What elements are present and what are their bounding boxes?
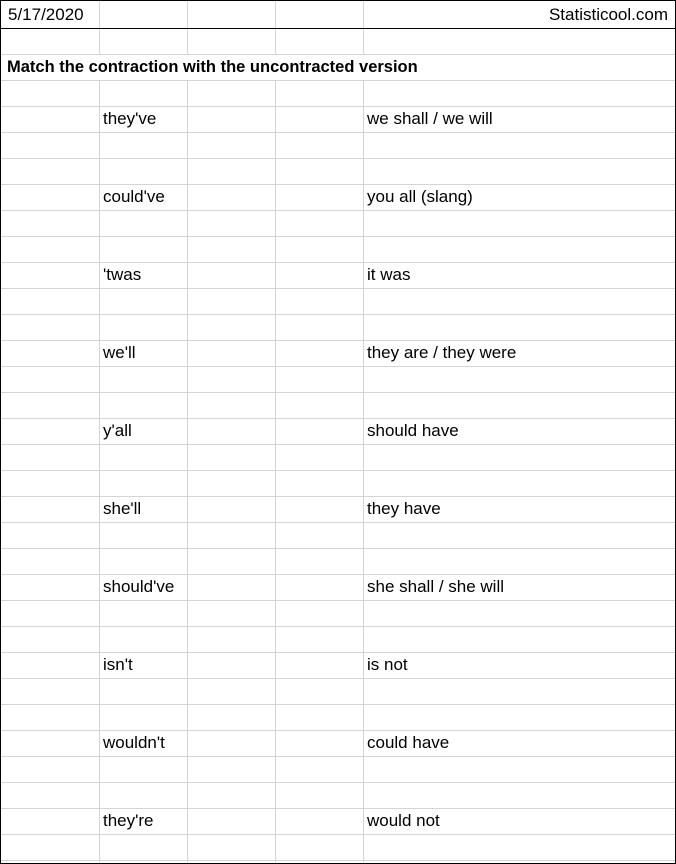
row-gridline [0, 496, 676, 497]
column-gridline [275, 0, 276, 864]
row-gridline [0, 808, 676, 809]
date-label: 5/17/2020 [8, 5, 84, 24]
column-gridline [363, 0, 364, 864]
contraction-item: wouldn't [103, 733, 165, 752]
contraction-item: we'll [103, 343, 136, 362]
row-gridline [0, 184, 676, 185]
column-gridline [187, 0, 188, 28]
row-gridline [0, 366, 676, 367]
expansion-item: is not [367, 655, 408, 674]
row-gridline [0, 80, 676, 81]
row-gridline [0, 106, 676, 107]
row-gridline [0, 600, 676, 601]
row-gridline [0, 730, 676, 731]
row-gridline [0, 782, 676, 783]
row-gridline [0, 574, 676, 575]
row-gridline [0, 236, 676, 237]
row-gridline [0, 418, 676, 419]
row-gridline [0, 158, 676, 159]
row-gridline [0, 470, 676, 471]
expansion-item: should have [367, 421, 459, 440]
row-gridline [0, 678, 676, 679]
expansion-item: they have [367, 499, 441, 518]
row-gridline [0, 652, 676, 653]
row-gridline [0, 340, 676, 341]
expansion-item: you all (slang) [367, 187, 473, 206]
instruction-text: Match the contraction with the uncontracted version [7, 58, 418, 76]
contraction-item: 'twas [103, 265, 142, 284]
expansion-item: would not [367, 811, 440, 830]
contraction-item: they're [103, 811, 154, 830]
contraction-item: she'll [103, 499, 142, 518]
expansion-item: it was [367, 265, 411, 284]
contraction-item: they've [103, 109, 157, 128]
row-gridline [0, 210, 676, 211]
column-gridline [99, 0, 100, 864]
column-gridline [363, 0, 364, 28]
row-gridline [0, 704, 676, 705]
contraction-item: should've [103, 577, 175, 596]
header-divider [0, 28, 676, 29]
contraction-item: could've [103, 187, 165, 206]
expansion-item: she shall / she will [367, 577, 505, 596]
row-gridline [0, 756, 676, 757]
row-gridline [0, 548, 676, 549]
row-gridline [0, 444, 676, 445]
row-gridline [0, 314, 676, 315]
row-gridline [0, 834, 676, 835]
contraction-item: y'all [103, 421, 132, 440]
expansion-item: they are / they were [367, 343, 517, 362]
row-gridline [0, 522, 676, 523]
row-gridline [0, 392, 676, 393]
row-gridline [0, 860, 676, 861]
column-gridline [187, 0, 188, 864]
column-gridline [275, 0, 276, 28]
row-gridline [0, 288, 676, 289]
expansion-item: we shall / we will [367, 109, 493, 128]
expansion-item: could have [367, 733, 450, 752]
row-gridline [0, 262, 676, 263]
row-gridline [0, 626, 676, 627]
site-name: Statisticool.com [548, 5, 668, 24]
row-gridline [0, 132, 676, 133]
contraction-item: isn't [103, 655, 133, 674]
